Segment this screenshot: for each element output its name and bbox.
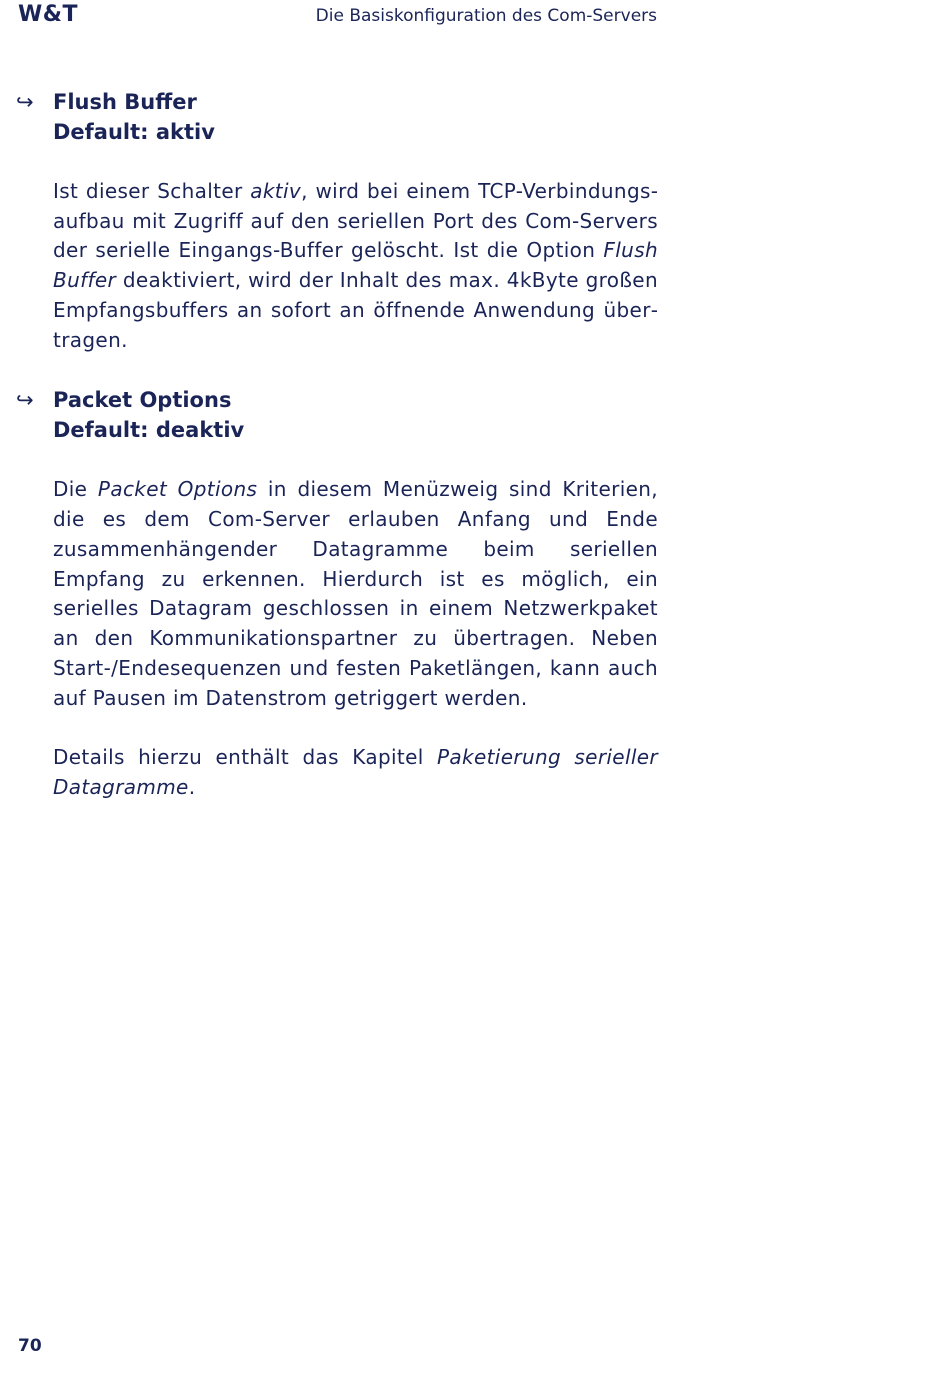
text-run: in diesem Menüzweig sind Kriterien, die es dem Com-Server erlauben Anfang und Ende zusammenhängender Datagramme beim seriellen Empfang zu erkennen. Hierdurch ist es möglich, ein serielles Datagram geschlossen in einem Netzwerkpaket an den Kommunikationspartner zu übertragen. Neben Start-/Endesequenzen und festen Paketlängen, kann auch auf Pausen im Datenstrom getriggert werden.: [53, 477, 658, 710]
section-title: Flush Buffer: [53, 90, 197, 114]
section-paragraph: [53, 177, 658, 356]
section-title: Packet Options: [53, 388, 232, 413]
section-paragraph: [53, 475, 658, 713]
section-flush-buffer: [16, 87, 658, 356]
section-default: Default: deaktiv: [53, 418, 245, 443]
section-packet-options: [16, 385, 658, 803]
text-run: Details hierzu enthält das Kapitel: [53, 745, 438, 770]
emphasis-text: Packet Options: [97, 477, 258, 502]
hook-arrow-icon: ↪: [16, 90, 34, 114]
hook-arrow-icon: ↪: [16, 388, 34, 413]
emphasis-text: Flush Buffer: [53, 238, 658, 293]
emphasis-text: aktiv: [250, 178, 302, 203]
cross-reference-text: Paketierung serieller Datagramme: [53, 745, 658, 800]
text-run: .: [188, 775, 196, 800]
text-run: deaktiviert, wird der Inhalt des max. 4kByte großen Empfangsbuffers an sofort an öffnende Anwendung übertragen.: [53, 268, 658, 352]
brand-logo: W&T: [18, 2, 78, 27]
text-run: Ist dieser Schalter: [53, 178, 251, 203]
section-default: Default: aktiv: [53, 120, 215, 144]
text-run: Die: [53, 477, 98, 502]
text-run: , wird bei einem TCP-Verbindungsaufbau mit Zugriff auf den seriellen Port des Com-Servers der serielle Eingangs-Buffer gelöscht. Ist die Option: [53, 178, 658, 263]
page-content: [16, 87, 658, 803]
running-title: Die Basiskonfiguration des Com-Servers: [315, 6, 657, 26]
section-paragraph: [53, 743, 658, 803]
page-number: 70: [18, 1336, 42, 1356]
